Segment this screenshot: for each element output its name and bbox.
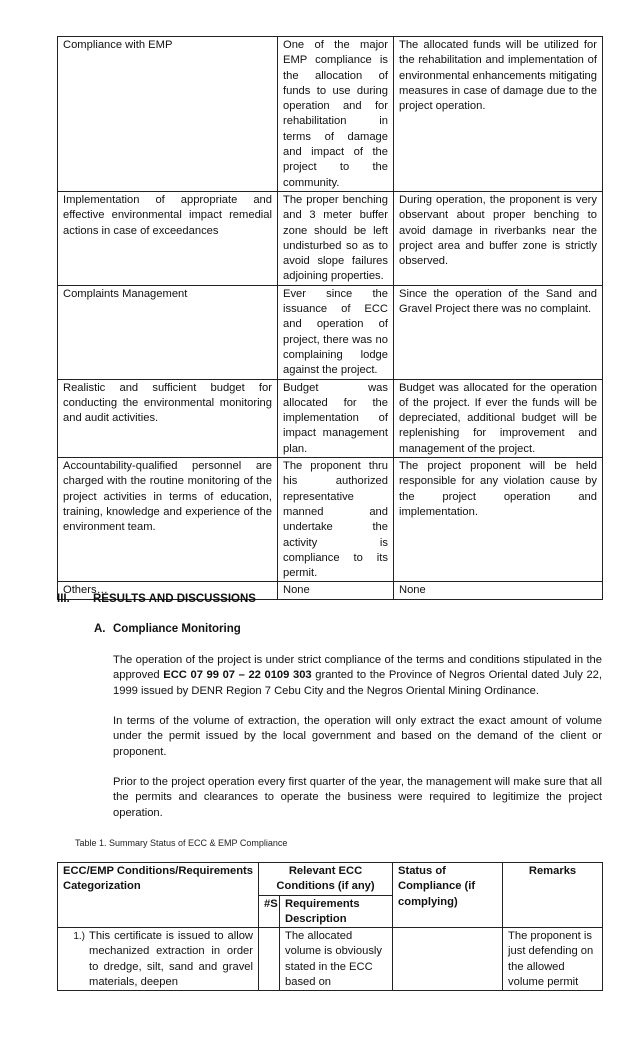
paragraph-permits: Prior to the project operation every first quarter of the year, the management will make sure that all the permits and clearances to operate the business were required to legitimize the project operation. xyxy=(113,776,602,819)
remarks-cell: Since the operation of the Sand and Gravel Project there was no complaint. xyxy=(394,285,603,379)
status-cell xyxy=(393,928,503,991)
remarks-cell: The proponent is just defending on the allowed volume permit xyxy=(503,928,603,991)
header-requirements: Requirements Description xyxy=(280,895,393,928)
header-remarks: Remarks xyxy=(503,863,603,928)
criteria-cell: Implementation of appropriate and effective environmental impact remedial actions in case of exceedances xyxy=(58,191,278,285)
status-cell: None xyxy=(278,582,394,599)
num-cell xyxy=(259,928,280,991)
status-cell: Ever since the issuance of ECC and operation of project, there was no complaining lodge against the project. xyxy=(278,285,394,379)
table-row xyxy=(58,37,603,192)
status-cell: Budget was allocated for the implementation of impact management plan. xyxy=(278,379,394,457)
subsection-letter: A. xyxy=(94,623,106,635)
section-title: RESULTS AND DISCUSSIONS xyxy=(93,593,256,605)
status-cell: One of the major EMP compliance is the allocation of funds to use during operation and for rehabilitation in terms of damage and impact of the project to the community. xyxy=(278,37,394,192)
criteria-cell: Accountability-qualified personnel are charged with the routine monitoring of the project activities in terms of education, training, knowledge and experience of the environment team. xyxy=(58,458,278,582)
header-relevant: Relevant ECC Conditions (if any) xyxy=(259,863,393,896)
criteria-cell: Others… xyxy=(58,582,278,599)
condition-cell xyxy=(58,928,259,991)
section-heading xyxy=(57,593,256,605)
remarks-cell: Budget was allocated for the operation of the project. If ever the funds will be depreciated, additional budget will be replenishing for improvement and management of the project. xyxy=(394,379,603,457)
subsection-title: Compliance Monitoring xyxy=(113,623,241,635)
table-row xyxy=(58,191,603,285)
ecc-number: ECC 07 99 07 – 22 0109 303 xyxy=(163,669,312,682)
paragraph-text: granted to the Province of Negros Oriental dated July 22, 1999 issued by DENR Region 7 Cebu City and the Negros Oriental Mining Ordinance. xyxy=(113,669,602,697)
emp-compliance-table xyxy=(57,36,603,600)
criteria-cell: Complaints Management xyxy=(58,285,278,379)
table-row xyxy=(58,285,603,379)
remarks-cell: The allocated funds will be utilized for the rehabilitation and implementation of environmental enhancements mitigating measures in case of damage due to the project operation. xyxy=(394,37,603,192)
remarks-cell: None xyxy=(394,582,603,599)
table-row xyxy=(58,458,603,582)
remarks-cell: During operation, the proponent is very observant about proper benching to avoid damage in riverbanks near the project area and buffer zone is strictly observed. xyxy=(394,191,603,285)
header-status: Status of Compliance (if complying) xyxy=(393,863,503,928)
header-num: #S xyxy=(259,895,280,928)
item-number: 1.) xyxy=(73,931,85,943)
ecc-summary-table xyxy=(57,862,603,991)
status-cell: The proponent thru his authorized representative manned and undertake the activity is compliance to its permit. xyxy=(278,458,394,582)
table-caption: Table 1. Summary Status of ECC & EMP Compliance xyxy=(75,838,288,848)
requirement-cell: The allocated volume is obviously stated in the ECC based on xyxy=(280,928,393,991)
table-row xyxy=(58,928,603,991)
paragraph-extraction-volume: In terms of the volume of extraction, the operation will only extract the exact amount of volume under the permit issued by the local government and based on the demand of the client or proponent. xyxy=(113,715,602,758)
status-cell: The proper benching and 3 meter buffer zone should be left undisturbed so as to avoid slope failures adjoining properties. xyxy=(278,191,394,285)
header-conditions: ECC/EMP Conditions/Requirements Categorization xyxy=(58,863,259,928)
paragraph-text: The operation of the project is under strict compliance of the terms and conditions stipulated in the approved xyxy=(113,654,602,682)
criteria-cell: Realistic and sufficient budget for conducting the environmental monitoring and audit activities. xyxy=(58,379,278,457)
paragraph-ecc-compliance xyxy=(113,653,602,699)
table-row xyxy=(58,379,603,457)
criteria-cell: Compliance with EMP xyxy=(58,37,278,192)
subsection-heading xyxy=(94,623,241,635)
condition-text: This certificate is issued to allow mechanized extraction in order to dredge, silt, sand and gravel materials, deepen xyxy=(89,930,253,989)
section-number: III. xyxy=(57,593,70,605)
table-header-row xyxy=(58,863,603,896)
remarks-cell: The project proponent will be held responsible for any violation cause by the project operation and implementation. xyxy=(394,458,603,582)
